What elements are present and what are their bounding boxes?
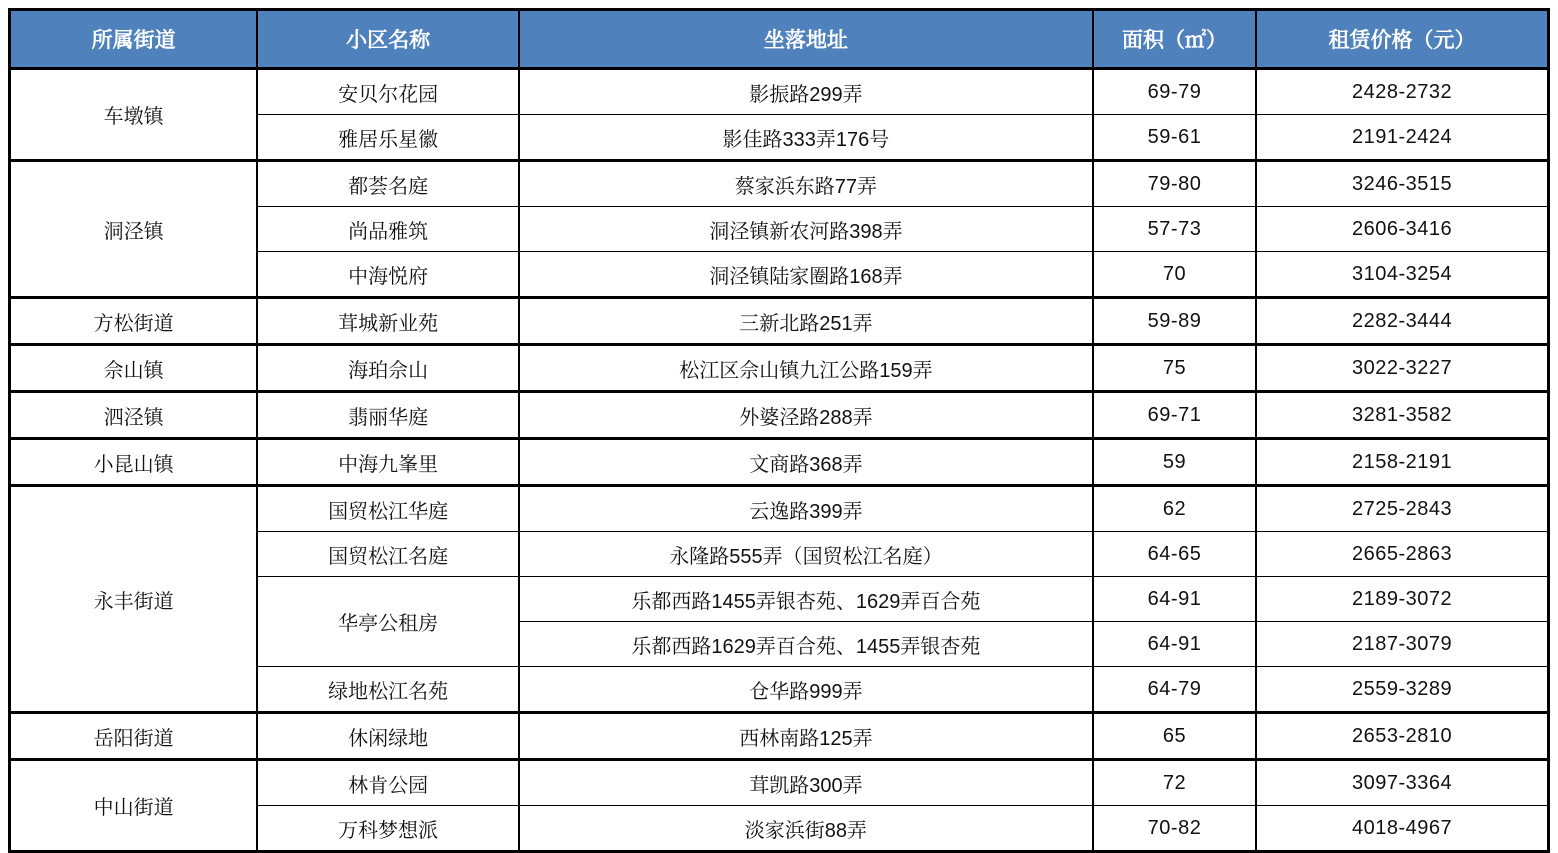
area-cell: 64-65 (1093, 532, 1256, 577)
address-cell: 永隆路555弄（国贸松江名庭） (519, 532, 1093, 577)
address-cell: 影振路299弄 (519, 69, 1093, 115)
area-cell: 69-79 (1093, 69, 1256, 115)
header-street: 所属街道 (10, 10, 258, 69)
area-cell: 62 (1093, 486, 1256, 532)
price-cell: 2559-3289 (1256, 667, 1548, 713)
table-row (10, 760, 1549, 806)
street-cell: 洞泾镇 (10, 161, 258, 298)
address-cell: 乐都西路1455弄银杏苑、1629弄百合苑 (519, 577, 1093, 622)
area-cell: 75 (1093, 345, 1256, 392)
address-cell: 蔡家浜东路77弄 (519, 161, 1093, 207)
community-cell: 茸城新业苑 (257, 298, 519, 345)
price-cell: 2653-2810 (1256, 713, 1548, 760)
area-cell: 59-89 (1093, 298, 1256, 345)
area-cell: 59-61 (1093, 115, 1256, 161)
price-cell: 2158-2191 (1256, 439, 1548, 486)
address-cell: 仓华路999弄 (519, 667, 1093, 713)
area-cell: 65 (1093, 713, 1256, 760)
price-cell: 2665-2863 (1256, 532, 1548, 577)
community-cell: 尚品雅筑 (257, 207, 519, 252)
area-cell: 70 (1093, 252, 1256, 298)
community-cell: 雅居乐星徽 (257, 115, 519, 161)
community-cell: 安贝尔花园 (257, 69, 519, 115)
street-cell: 佘山镇 (10, 345, 258, 392)
header-community: 小区名称 (257, 10, 519, 69)
area-cell: 64-79 (1093, 667, 1256, 713)
address-cell: 乐都西路1629弄百合苑、1455弄银杏苑 (519, 622, 1093, 667)
price-cell: 2191-2424 (1256, 115, 1548, 161)
table-row (10, 298, 1549, 345)
table-row (10, 392, 1549, 439)
address-cell: 影佳路333弄176号 (519, 115, 1093, 161)
community-cell: 中海悦府 (257, 252, 519, 298)
address-cell: 洞泾镇陆家圈路168弄 (519, 252, 1093, 298)
table-header (10, 10, 1549, 69)
address-cell: 云逸路399弄 (519, 486, 1093, 532)
area-cell: 70-82 (1093, 806, 1256, 852)
price-cell: 2189-3072 (1256, 577, 1548, 622)
address-cell: 洞泾镇新农河路398弄 (519, 207, 1093, 252)
community-cell: 国贸松江华庭 (257, 486, 519, 532)
table-row (10, 69, 1549, 115)
community-cell: 休闲绿地 (257, 713, 519, 760)
price-cell: 3281-3582 (1256, 392, 1548, 439)
street-cell: 小昆山镇 (10, 439, 258, 486)
area-cell: 59 (1093, 439, 1256, 486)
street-cell: 方松街道 (10, 298, 258, 345)
address-cell: 淡家浜街88弄 (519, 806, 1093, 852)
table-row (10, 713, 1549, 760)
header-area: 面积（㎡） (1093, 10, 1256, 69)
header-address: 坐落地址 (519, 10, 1093, 69)
address-cell: 松江区佘山镇九江公路159弄 (519, 345, 1093, 392)
address-cell: 文商路368弄 (519, 439, 1093, 486)
price-cell: 2187-3079 (1256, 622, 1548, 667)
price-cell: 3104-3254 (1256, 252, 1548, 298)
street-cell: 泗泾镇 (10, 392, 258, 439)
table-row (10, 161, 1549, 207)
price-cell: 2428-2732 (1256, 69, 1548, 115)
community-cell: 海珀佘山 (257, 345, 519, 392)
community-cell: 万科梦想派 (257, 806, 519, 852)
address-cell: 外婆泾路288弄 (519, 392, 1093, 439)
community-cell: 华亭公租房 (257, 577, 519, 667)
header-row (10, 10, 1549, 69)
community-cell: 中海九峯里 (257, 439, 519, 486)
community-cell: 国贸松江名庭 (257, 532, 519, 577)
address-cell: 茸凯路300弄 (519, 760, 1093, 806)
price-cell: 3097-3364 (1256, 760, 1548, 806)
community-cell: 都荟名庭 (257, 161, 519, 207)
street-cell: 永丰街道 (10, 486, 258, 713)
price-cell: 2606-3416 (1256, 207, 1548, 252)
price-cell: 3246-3515 (1256, 161, 1548, 207)
table-row (10, 345, 1549, 392)
price-cell: 3022-3227 (1256, 345, 1548, 392)
area-cell: 69-71 (1093, 392, 1256, 439)
community-cell: 绿地松江名苑 (257, 667, 519, 713)
address-cell: 西林南路125弄 (519, 713, 1093, 760)
area-cell: 64-91 (1093, 577, 1256, 622)
price-cell: 2282-3444 (1256, 298, 1548, 345)
rental-price-table (8, 8, 1550, 853)
header-price: 租赁价格（元） (1256, 10, 1548, 69)
area-cell: 72 (1093, 760, 1256, 806)
price-cell: 4018-4967 (1256, 806, 1548, 852)
community-cell: 翡丽华庭 (257, 392, 519, 439)
table-row (10, 486, 1549, 532)
street-cell: 岳阳街道 (10, 713, 258, 760)
street-cell: 车墩镇 (10, 69, 258, 161)
area-cell: 64-91 (1093, 622, 1256, 667)
street-cell: 中山街道 (10, 760, 258, 852)
table-row (10, 439, 1549, 486)
table-body (10, 69, 1549, 852)
area-cell: 57-73 (1093, 207, 1256, 252)
area-cell: 79-80 (1093, 161, 1256, 207)
community-cell: 林肯公园 (257, 760, 519, 806)
price-cell: 2725-2843 (1256, 486, 1548, 532)
address-cell: 三新北路251弄 (519, 298, 1093, 345)
